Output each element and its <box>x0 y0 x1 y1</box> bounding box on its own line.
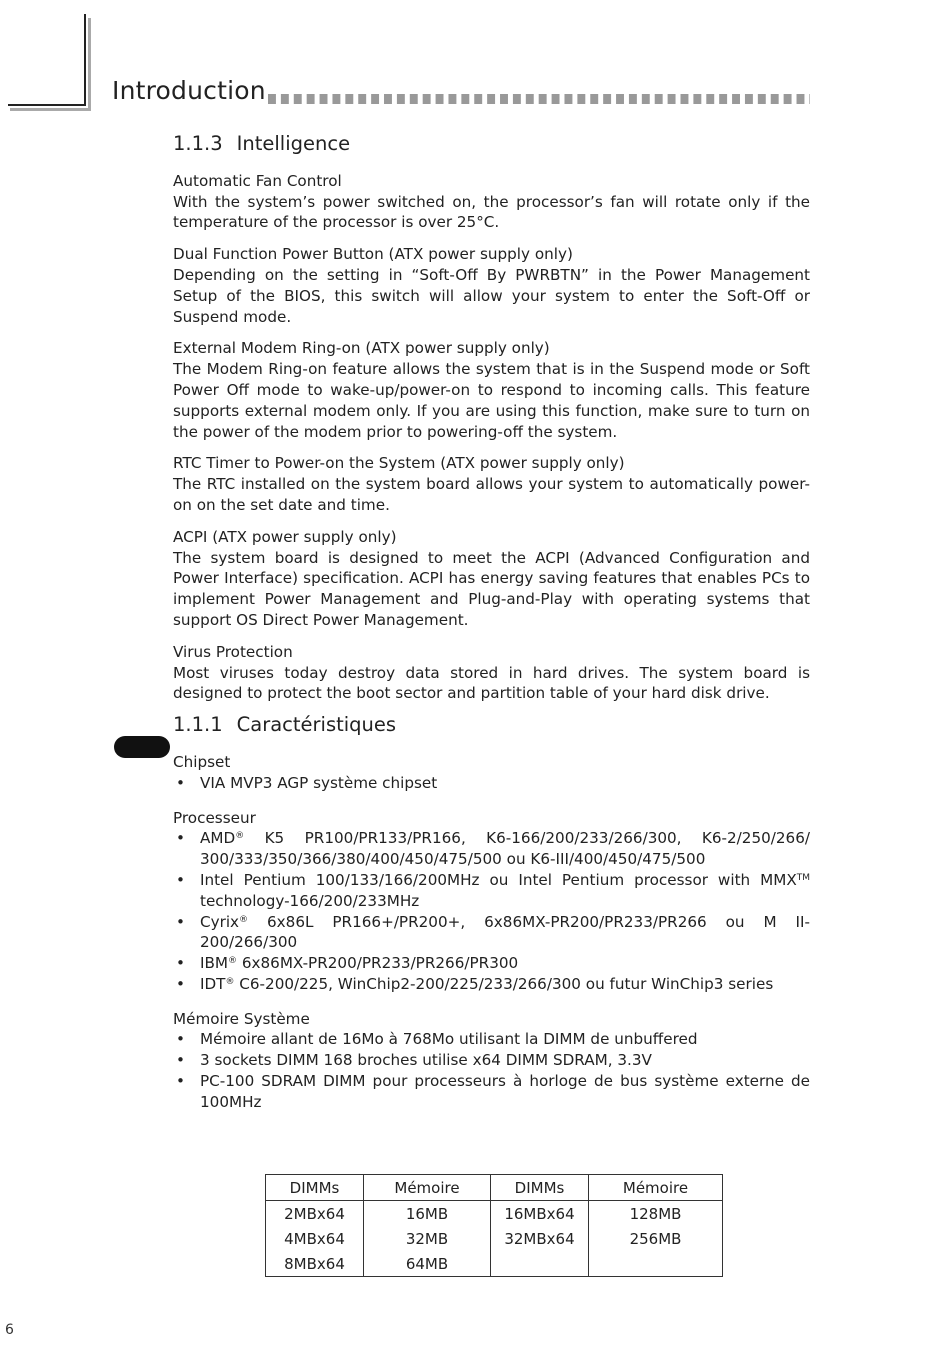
list-item-text: technology-166/200/233MHz <box>200 891 420 910</box>
section-heading-intelligence <box>173 134 810 155</box>
feature-heading: ACPI (ATX power supply only) <box>173 527 397 546</box>
list-item-text: 6x86L PR166+/PR200+, 6x86MX-PR200/PR233/PR266 ou M II-200/266/300 <box>200 912 810 952</box>
table-header-cell: DIMMs <box>266 1175 364 1201</box>
language-tab-marker <box>114 736 170 758</box>
corner-mark-vertical <box>84 14 86 106</box>
list-item-text: AMD <box>200 829 236 848</box>
list-item <box>173 912 810 954</box>
table-cell: 4MBx64 <box>266 1226 364 1251</box>
table-cell: 32MB <box>364 1226 491 1251</box>
trademark-mark: ® <box>239 914 249 925</box>
section-number: 1.1.3 <box>173 132 223 155</box>
list-item-text: K5 PR100/PR133/PR166, K6-166/200/233/266/300, K6-2/250/266/ 300/333/350/366/380/400/450/475/500 ou K6-III/400/450/475/500 <box>200 829 810 869</box>
feature-heading: Automatic Fan Control <box>173 171 342 190</box>
table-cell: 128MB <box>589 1201 723 1227</box>
table-row <box>266 1226 723 1251</box>
section-title: Intelligence <box>236 132 351 155</box>
table-row <box>266 1251 723 1277</box>
memory-list <box>173 1029 810 1112</box>
table-cell <box>589 1251 723 1277</box>
corner-mark-shadow <box>88 18 91 110</box>
table-cell: 16MBx64 <box>491 1201 589 1227</box>
table-header-cell: Mémoire <box>364 1175 491 1201</box>
trademark-mark: TM <box>796 872 810 883</box>
feature-description: Most viruses today destroy data stored in hard drives. The system board is designed to protect the boot sector and partition table of your hard disk drive. <box>173 663 810 703</box>
trademark-mark: ® <box>225 976 235 987</box>
list-item: • VIA MVP3 AGP système chipset <box>173 773 810 794</box>
page-title: Introduction <box>112 76 266 105</box>
page-content <box>173 134 810 1127</box>
intelligence-blocks <box>173 171 810 704</box>
feature-block <box>173 453 810 515</box>
feature-heading: Dual Function Power Button (ATX power supply only) <box>173 245 573 264</box>
feature-block <box>173 642 810 704</box>
feature-block <box>173 527 810 631</box>
list-item <box>173 870 810 912</box>
trademark-mark: ® <box>235 831 245 842</box>
list-item-text: C6-200/225, WinChip2-200/225/233/266/300 ou futur WinChip3 series <box>234 974 774 993</box>
table-cell: 8MBx64 <box>266 1251 364 1277</box>
section-number: 1.1.1 <box>173 713 223 737</box>
list-item: • 3 sockets DIMM 168 broches utilise x64 DIMM SDRAM, 3.3V <box>173 1050 810 1071</box>
list-item: • Mémoire allant de 16Mo à 768Mo utilisant la DIMM de unbuffered <box>173 1029 810 1050</box>
table-header-cell: Mémoire <box>589 1175 723 1201</box>
list-item-text: Cyrix <box>200 912 240 931</box>
chipset-list <box>173 773 810 794</box>
dimm-memory-table <box>265 1174 723 1277</box>
feature-description: Depending on the setting in “Soft-Off By PWRBTN” in the Power Management Setup of the BIOS, this switch will allow your system to enter the Soft-Off or Suspend mode. <box>173 265 810 326</box>
table-row <box>266 1201 723 1227</box>
feature-heading: RTC Timer to Power-on the System (ATX power supply only) <box>173 454 625 473</box>
processor-list <box>173 828 810 994</box>
table-header-row <box>266 1175 723 1201</box>
header-dotted-rule <box>268 94 810 104</box>
page-number: 6 <box>5 1322 14 1338</box>
feature-block <box>173 244 810 327</box>
feature-block <box>173 338 810 442</box>
list-item <box>173 953 810 974</box>
table-cell <box>491 1251 589 1277</box>
list-item <box>173 828 810 870</box>
table-cell: 64MB <box>364 1251 491 1277</box>
table-cell: 32MBx64 <box>491 1226 589 1251</box>
feature-description: With the system’s power switched on, the processor’s fan will rotate only if the temperature of the processor is over 25°C. <box>173 192 810 232</box>
corner-mark-horizontal <box>8 104 86 106</box>
feature-heading: Virus Protection <box>173 642 293 661</box>
list-item-text: IBM <box>200 954 229 973</box>
feature-description: The Modem Ring-on feature allows the system that is in the Suspend mode or Soft Power Off mode to wake-up/power-on to respond to incoming calls. This feature supports external modem only. If you are using this function, make sure to turn on the power of the modem prior to powering-off the system. <box>173 360 810 441</box>
processor-heading: Processeur <box>173 808 256 827</box>
corner-mark-shadow-h <box>10 108 91 111</box>
feature-description: The RTC installed on the system board allows your system to automatically power-on on the set date and time. <box>173 475 810 514</box>
table-cell: 16MB <box>364 1201 491 1227</box>
trademark-mark: ® <box>228 956 238 967</box>
feature-heading: External Modem Ring-on (ATX power supply only) <box>173 339 550 358</box>
memory-heading: Mémoire Système <box>173 1009 310 1028</box>
feature-block <box>173 171 810 233</box>
table-header-cell: DIMMs <box>491 1175 589 1201</box>
list-item-text: IDT <box>200 974 226 993</box>
list-item-text: 6x86MX-PR200/PR233/PR266/PR300 <box>237 954 519 973</box>
table-cell: 256MB <box>589 1226 723 1251</box>
section-heading-caracteristiques <box>173 715 810 736</box>
feature-description: The system board is designed to meet the ACPI (Advanced Configuration and Power Interface) specification. ACPI has energy saving features that enables PCs to implement Power Management and Plug-and-Play with operating systems that support OS Direct Power Management. <box>173 548 810 629</box>
section-title: Caractéristiques <box>236 713 397 737</box>
table-cell: 2MBx64 <box>266 1201 364 1227</box>
list-item-text: Intel Pentium 100/133/166/200MHz ou Intel Pentium processor with MMX <box>200 870 797 889</box>
list-item <box>173 974 810 995</box>
list-item: • PC-100 SDRAM DIMM pour processeurs à horloge de bus système externe de 100MHz <box>173 1071 810 1113</box>
chipset-heading: Chipset <box>173 752 231 771</box>
